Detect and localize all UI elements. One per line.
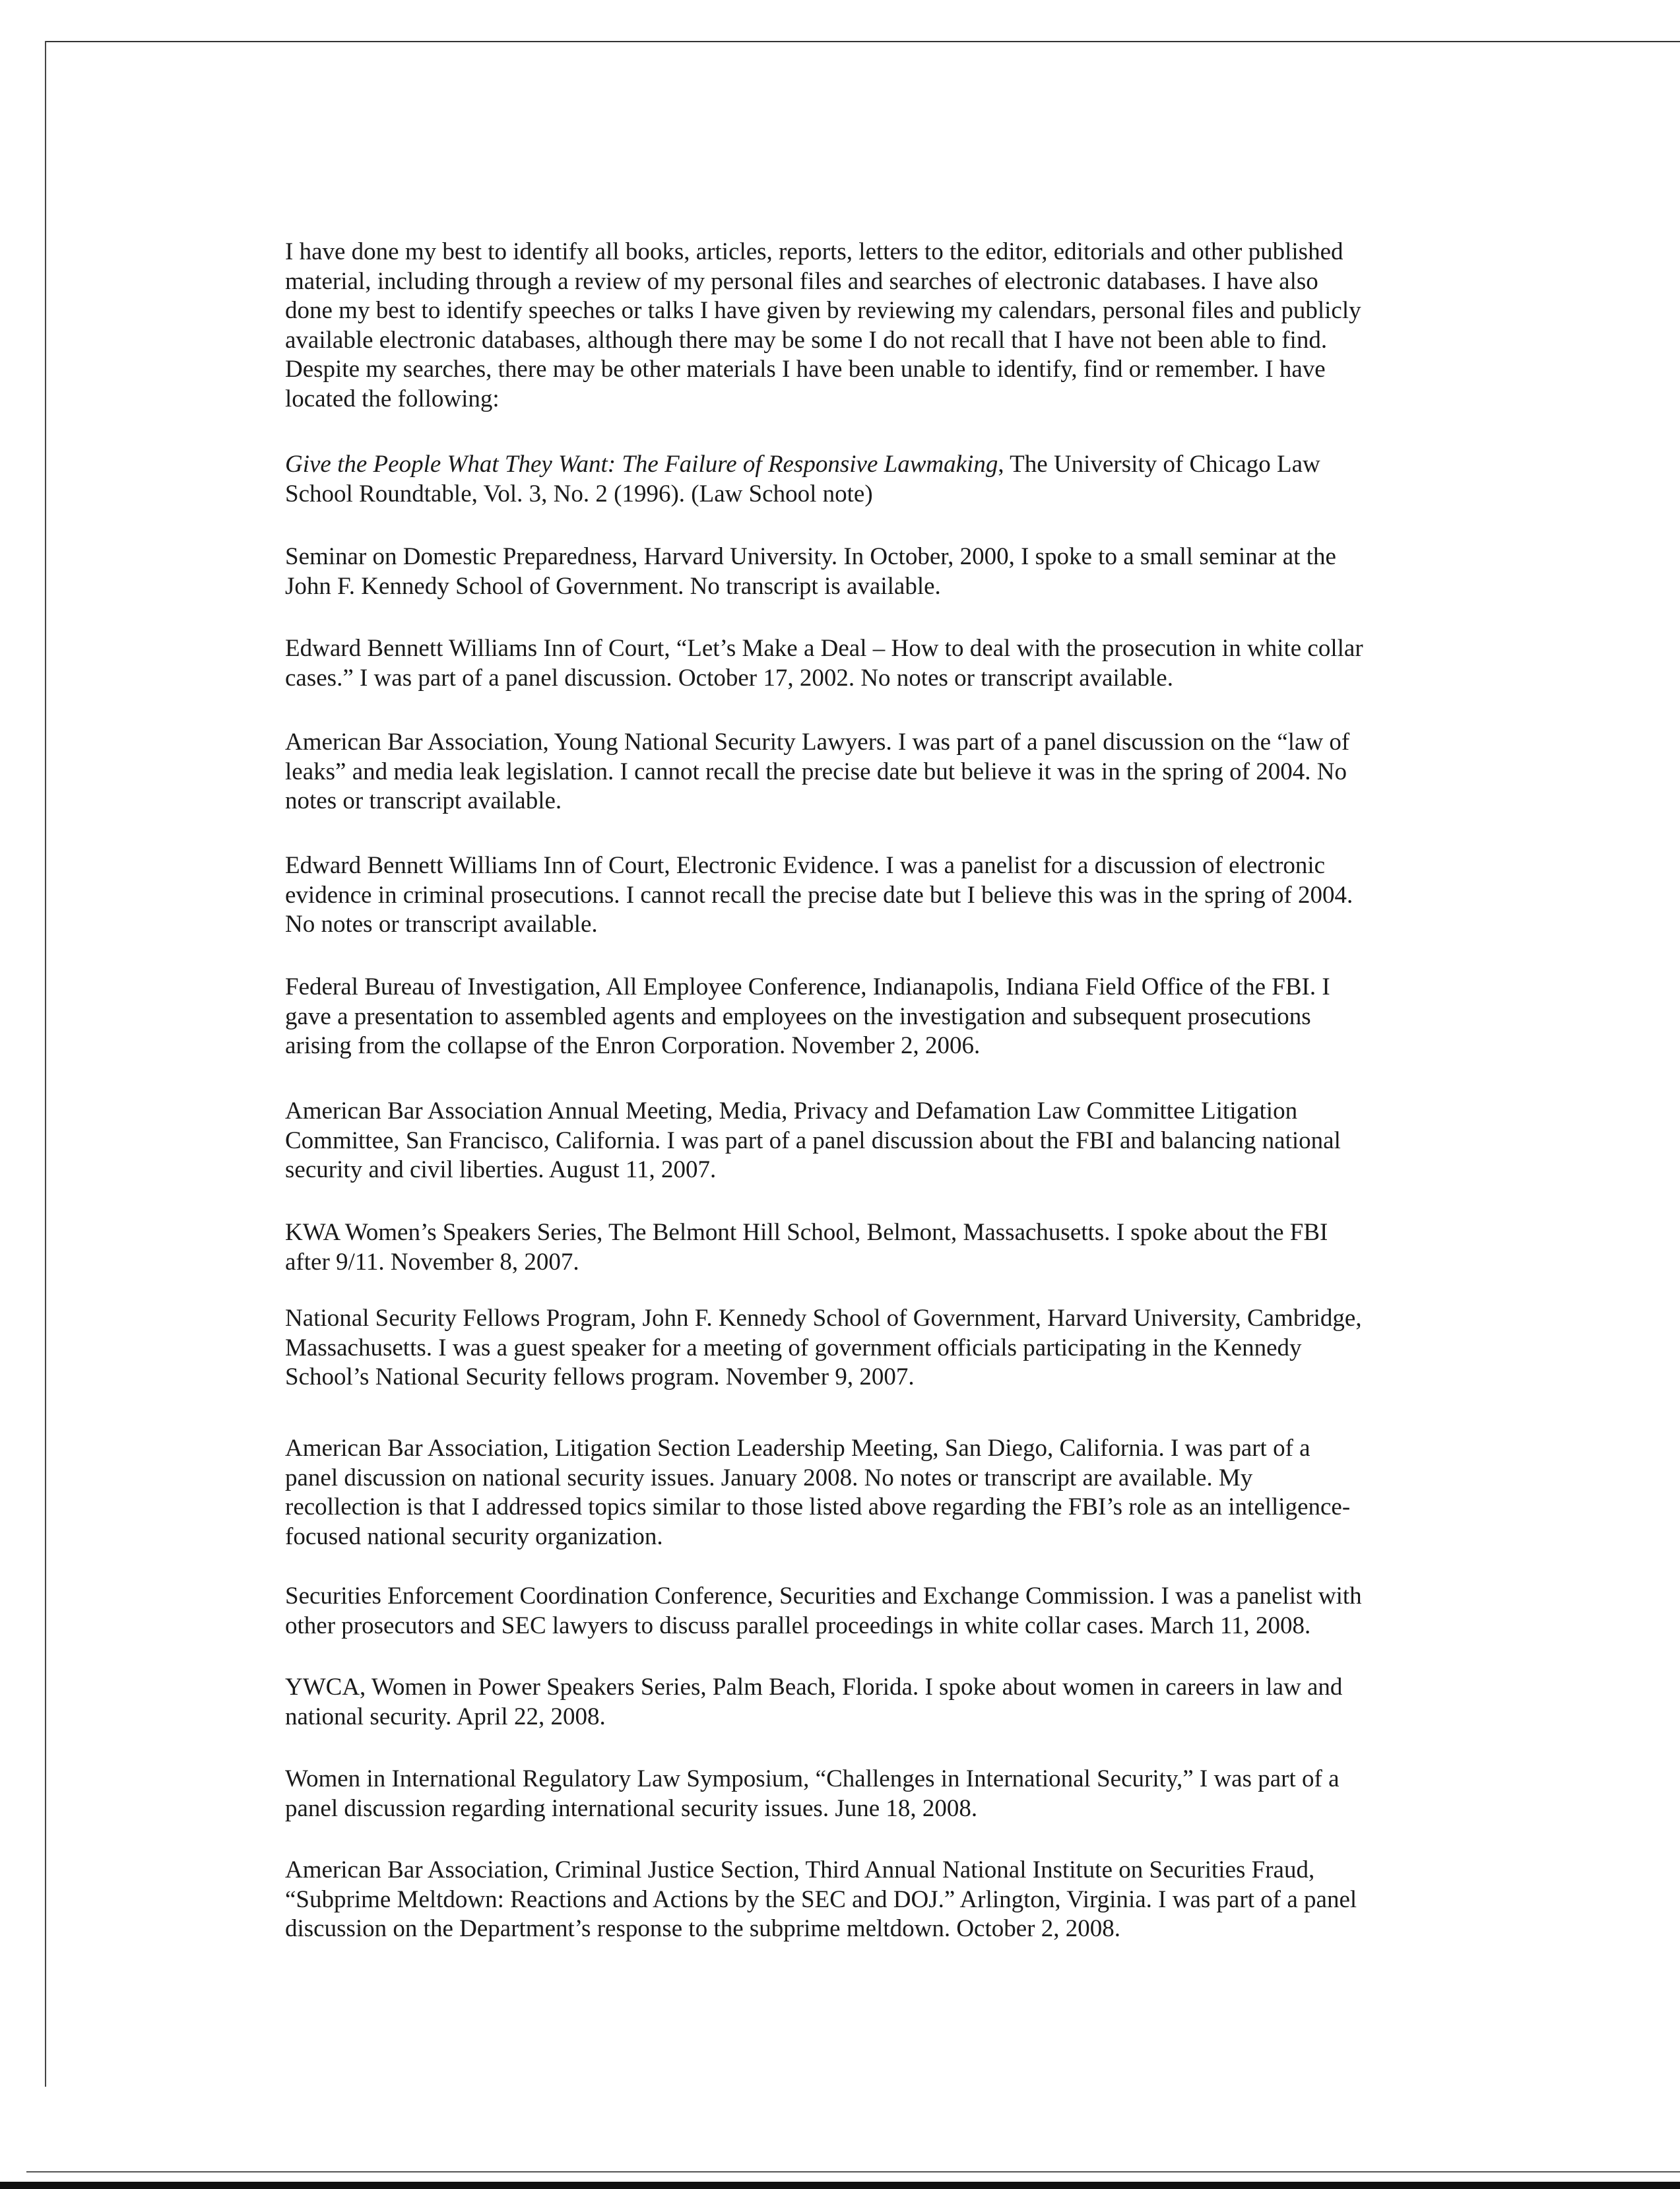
publication-entry [285, 1097, 1460, 1185]
text-line: Federal Bureau of Investigation, All Employee Conference, Indianapolis, Indiana Field Office of the FBI. I [285, 973, 1330, 1000]
text-line: after 9/11. November 8, 2007. [285, 1248, 579, 1276]
text-line: YWCA, Women in Power Speakers Series, Palm Beach, Florida. I spoke about women in careers in law and [285, 1674, 1343, 1701]
text-line: panel discussion regarding international security issues. June 18, 2008. [285, 1794, 978, 1822]
text-line: material, including through a review of my personal files and searches of electronic databases. I have also [285, 267, 1318, 295]
text-line: American Bar Association Annual Meeting, Media, Privacy and Defamation Law Committee Litigation [285, 1097, 1298, 1125]
text-line [285, 450, 1460, 480]
publication-entry [285, 1765, 1460, 1823]
text-line: American Bar Association, Young National Security Lawyers. I was part of a panel discussion on the “law of [285, 729, 1350, 756]
text-segment: , The University of Chicago Law [998, 451, 1320, 478]
text-line: recollection is that I addressed topics similar to those listed above regarding the FBI’s role as an intelligence- [285, 1493, 1351, 1520]
page-border-bottom [26, 2171, 1680, 2173]
text-line: John F. Kennedy School of Government. No transcript is available. [285, 572, 941, 600]
text-line: Edward Bennett Williams Inn of Court, “Let’s Make a Deal – How to deal with the prosecution in white collar [285, 635, 1363, 662]
text-line: American Bar Association, Criminal Justice Section, Third Annual National Institute on Securities Fraud, [285, 1856, 1315, 1883]
publication-entry [285, 1673, 1460, 1732]
text-line: evidence in criminal prosecutions. I cannot recall the precise date but I believe this was in the spring of 2004. [285, 881, 1353, 909]
publication-entry [285, 1218, 1460, 1277]
text-line: I have done my best to identify all books, articles, reports, letters to the editor, editorials and other published [285, 238, 1343, 265]
text-line: Edward Bennett Williams Inn of Court, Electronic Evidence. I was a panelist for a discussion of electronic [285, 852, 1326, 879]
text-line: KWA Women’s Speakers Series, The Belmont Hill School, Belmont, Massachusetts. I spoke about the FBI [285, 1219, 1328, 1246]
text-line: cases.” I was part of a panel discussion. October 17, 2002. No notes or transcript available. [285, 664, 1173, 692]
text-line: security and civil liberties. August 11, 2007. [285, 1156, 717, 1183]
publication-entry [285, 973, 1460, 1061]
text-line: Massachusetts. I was a guest speaker for a meeting of government officials participating in the Kennedy [285, 1334, 1302, 1361]
text-line: Committee, San Francisco, California. I was part of a panel discussion about the FBI and balancing national [285, 1127, 1341, 1154]
publication-entry [285, 728, 1460, 816]
text-line: panel discussion on national security issues. January 2008. No notes or transcript are available. My [285, 1464, 1253, 1491]
text-line: No notes or transcript available. [285, 911, 598, 938]
publication-entry [285, 851, 1460, 940]
publication-entry [285, 1304, 1460, 1392]
text-line: available electronic databases, although there may be some I do not recall that I have not been able to find. [285, 326, 1328, 354]
scan-edge-bottom [0, 2182, 1680, 2189]
intro-paragraph [285, 238, 1460, 414]
text-line: arising from the collapse of the Enron Corporation. November 2, 2006. [285, 1032, 981, 1059]
text-line: leaks” and media leak legislation. I cannot recall the precise date but believe it was in the spring of 2004. No [285, 758, 1347, 785]
publication-entry [285, 1434, 1460, 1552]
publication-entry [285, 1856, 1460, 1944]
text-line: national security. April 22, 2008. [285, 1703, 606, 1730]
italic-title: Give the People What They Want: The Failure of Responsive Lawmaking [285, 451, 998, 478]
text-line: Securities Enforcement Coordination Conference, Securities and Exchange Commission. I was a panelist with [285, 1583, 1362, 1610]
page-border-left [45, 41, 46, 2087]
text-line: discussion on the Department’s response to the subprime meltdown. October 2, 2008. [285, 1915, 1121, 1942]
text-line: American Bar Association, Litigation Section Leadership Meeting, San Diego, California. I was part of a [285, 1435, 1310, 1462]
publication-entry [285, 542, 1460, 601]
page-border-top [45, 41, 1680, 42]
text-line: located the following: [285, 385, 500, 412]
publication-entry [285, 634, 1460, 693]
text-line: National Security Fellows Program, John F. Kennedy School of Government, Harvard University, Cambridge, [285, 1305, 1362, 1332]
text-line: School’s National Security fellows program. November 9, 2007. [285, 1363, 915, 1390]
text-line: other prosecutors and SEC lawyers to discuss parallel proceedings in white collar cases. March 11, 2008. [285, 1612, 1311, 1639]
text-line: focused national security organization. [285, 1522, 663, 1550]
text-line: Despite my searches, there may be other materials I have been unable to identify, find or remember. I have [285, 356, 1326, 383]
text-line: Seminar on Domestic Preparedness, Harvard University. In October, 2000, I spoke to a small seminar at the [285, 543, 1336, 570]
publication-entry [285, 450, 1460, 509]
text-line: notes or transcript available. [285, 787, 562, 814]
text-line: gave a presentation to assembled agents and employees on the investigation and subsequent prosecutions [285, 1002, 1311, 1030]
text-line: Women in International Regulatory Law Symposium, “Challenges in International Security,” I was part of a [285, 1765, 1340, 1792]
publication-entry [285, 1582, 1460, 1641]
text-line: School Roundtable, Vol. 3, No. 2 (1996). (Law School note) [285, 480, 873, 507]
text-line: done my best to identify speeches or talks I have given by reviewing my calendars, personal files and publicly [285, 297, 1361, 324]
text-line: “Subprime Meltdown: Reactions and Actions by the SEC and DOJ.” Arlington, Virginia. I was part of a panel [285, 1885, 1357, 1913]
